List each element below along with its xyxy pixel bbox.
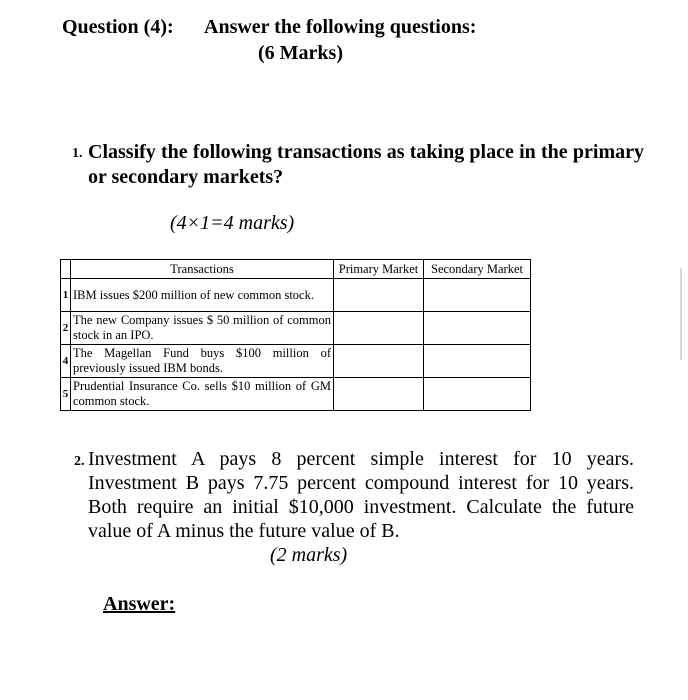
question-instruction: Answer the following questions: — [204, 16, 477, 38]
row-primary-cell[interactable] — [334, 378, 424, 411]
header-transactions: Transactions — [71, 260, 334, 279]
row-transaction: The Magellan Fund buys $100 million of previously issued IBM bonds. — [71, 345, 334, 378]
row-number: 5 — [61, 378, 71, 411]
transactions-table — [60, 259, 531, 411]
header-primary-market: Primary Market — [334, 260, 424, 279]
header-num-cell — [61, 260, 71, 279]
row-primary-cell[interactable] — [334, 345, 424, 378]
row-number: 1 — [61, 279, 71, 312]
row-primary-cell[interactable] — [334, 279, 424, 312]
question-total-marks: (6 Marks) — [258, 42, 343, 64]
q1-text: Classify the following transactions as taking place in the primary or secondary markets? — [88, 141, 644, 188]
row-primary-cell[interactable] — [334, 312, 424, 345]
q1-marks: (4×1=4 marks) — [170, 212, 295, 234]
q1-number: 1. — [72, 146, 83, 161]
row-number: 4 — [61, 345, 71, 378]
q2-number: 2. — [74, 454, 85, 469]
table-row — [61, 279, 531, 312]
table-row — [61, 378, 531, 411]
page-edge-line — [680, 268, 682, 360]
q2-marks: (2 marks) — [270, 544, 348, 566]
row-number: 2 — [61, 312, 71, 345]
answer-label: Answer: — [103, 593, 176, 615]
row-secondary-cell[interactable] — [424, 312, 531, 345]
table-header-row — [61, 260, 531, 279]
row-transaction: IBM issues $200 million of new common stock. — [71, 279, 334, 312]
table-row — [61, 345, 531, 378]
question-label: Question (4): — [62, 16, 174, 38]
row-secondary-cell[interactable] — [424, 378, 531, 411]
q2-text: Investment A pays 8 percent simple interest for 10 years. Investment B pays 7.75 percent compound interest for 10 years. Both require an initial $10,000 investment. Calculate the future value of A minus the future value of B. — [88, 448, 634, 542]
table-row — [61, 312, 531, 345]
row-transaction: Prudential Insurance Co. sells $10 million of GM common stock. — [71, 378, 334, 411]
row-transaction: The new Company issues $ 50 million of common stock in an IPO. — [71, 312, 334, 345]
row-secondary-cell[interactable] — [424, 279, 531, 312]
row-secondary-cell[interactable] — [424, 345, 531, 378]
header-secondary-market: Secondary Market — [424, 260, 531, 279]
